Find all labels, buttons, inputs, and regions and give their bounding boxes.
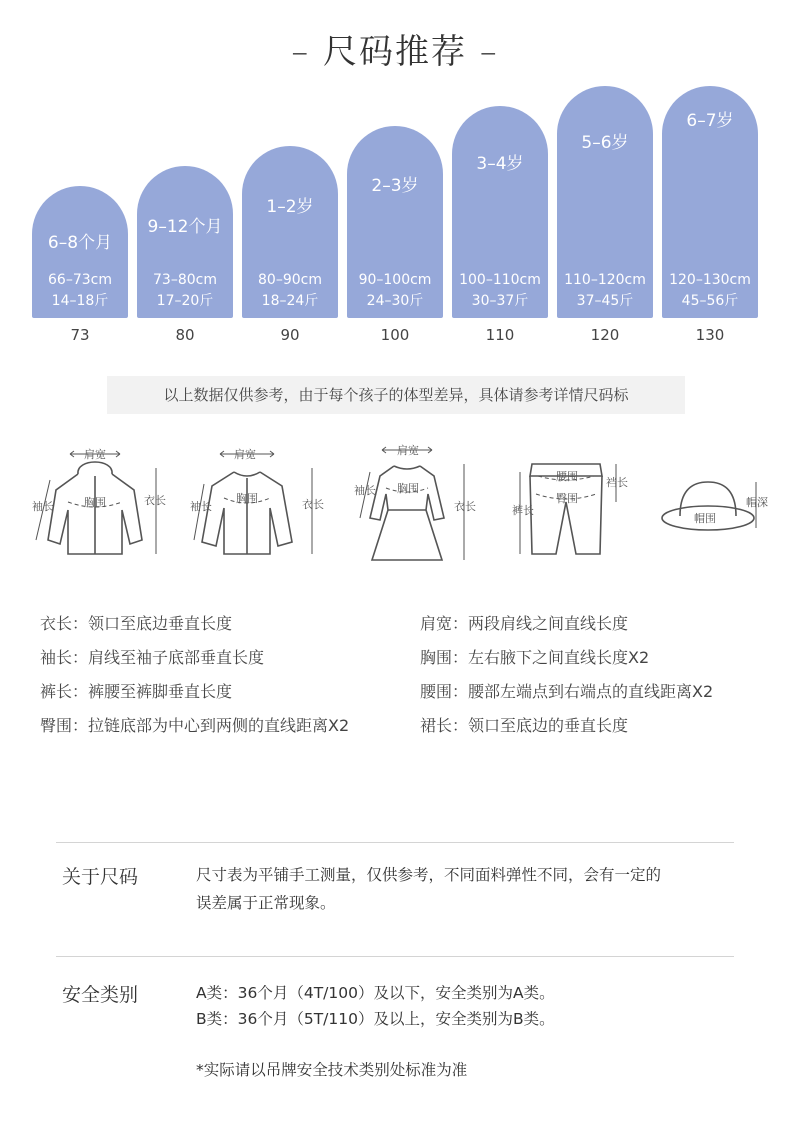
height-range: 90–100cm xyxy=(358,272,432,288)
height-range: 80–90cm xyxy=(258,272,322,288)
chest-label: 胸围 xyxy=(397,482,419,495)
chest-label: 胸围 xyxy=(236,492,258,505)
size-number: 100 xyxy=(380,326,410,344)
weight-range: 30–37斤 xyxy=(471,293,529,309)
size-column-110 xyxy=(452,80,548,350)
sleeve-label: 袖长 xyxy=(190,500,212,513)
chest-label: 胸围 xyxy=(84,496,106,509)
age-label: 2–3岁 xyxy=(371,176,419,196)
weight-range: 17–20斤 xyxy=(156,293,214,309)
length-label: 衣长 xyxy=(454,500,476,513)
cardigan-diagram xyxy=(190,436,330,566)
pants-length-label: 裤长 xyxy=(512,504,534,517)
definition-left-3: 裤长：裤腰至裤脚垂直长度 xyxy=(40,682,233,701)
age-label: 6–7岁 xyxy=(686,111,734,131)
shoulder-label: 肩宽 xyxy=(234,448,256,461)
hat-circumference-label: 帽围 xyxy=(694,512,716,525)
height-range: 100–110cm xyxy=(459,272,541,288)
size-column-90 xyxy=(242,80,338,350)
definition-left-1: 衣长：领口至底边垂直长度 xyxy=(40,614,233,633)
jacket-hood-diagram xyxy=(28,436,166,566)
footnote: *实际请以吊牌安全技术类别处标准为准 xyxy=(196,1061,468,1079)
age-label: 5–6岁 xyxy=(581,133,629,153)
age-label: 6–8个月 xyxy=(47,233,113,253)
definition-right-2: 胸围：左右腋下之间直线长度X2 xyxy=(420,648,650,667)
definition-right-3: 腰围：腰部左端点到右端点的直线距离X2 xyxy=(420,682,714,701)
age-label: 9–12个月 xyxy=(147,217,223,237)
safety-line-a: A类：36个月（4T/100）及以下，安全类别为A类。 xyxy=(196,984,555,1002)
about-size-title: 关于尺码 xyxy=(62,866,139,888)
weight-range: 24–30斤 xyxy=(366,293,424,309)
safety-title: 安全类别 xyxy=(62,984,139,1006)
age-label: 1–2岁 xyxy=(266,197,314,217)
sleeve-label: 袖长 xyxy=(354,484,376,497)
age-label: 3–4岁 xyxy=(476,154,524,174)
sleeve-label: 袖长 xyxy=(32,500,54,513)
shoulder-label: 肩宽 xyxy=(84,448,106,461)
definition-right-4: 裙长：领口至底边的垂直长度 xyxy=(420,716,629,735)
hip-label: 臀围 xyxy=(556,492,578,505)
weight-range: 45–56斤 xyxy=(681,293,739,309)
length-label: 衣长 xyxy=(144,494,166,507)
hat-depth-label: 帽深 xyxy=(746,496,768,509)
size-number: 120 xyxy=(590,326,620,344)
shoulder-label: 肩宽 xyxy=(397,444,419,457)
waist-label: 腰围 xyxy=(556,470,578,483)
size-column-80 xyxy=(137,80,233,350)
size-number: 110 xyxy=(485,326,515,344)
divider xyxy=(56,842,734,843)
page-title: – 尺码推荐 – xyxy=(291,32,499,72)
definition-left-4: 臀围：拉链底部为中心到两侧的直线距离X2 xyxy=(40,716,350,735)
weight-range: 14–18斤 xyxy=(51,293,109,309)
size-column-120 xyxy=(557,80,653,350)
weight-range: 18–24斤 xyxy=(261,293,319,309)
height-range: 73–80cm xyxy=(153,272,217,288)
rise-label: 裆长 xyxy=(606,476,628,489)
safety-line-b: B类：36个月（5T/110）及以上，安全类别为B类。 xyxy=(196,1010,555,1028)
size-disclaimer: 以上数据仅供参考，由于每个孩子的体型差异，具体请参考详情尺码标 xyxy=(107,376,685,414)
divider xyxy=(56,956,734,957)
definition-left-2: 袖长：肩线至袖子底部垂直长度 xyxy=(40,648,265,667)
definition-right-1: 肩宽：两段肩线之间直线长度 xyxy=(420,614,629,633)
size-number: 73 xyxy=(70,326,90,344)
height-range: 110–120cm xyxy=(564,272,646,288)
about-size-line-2: 误差属于正常现象。 xyxy=(196,894,336,912)
weight-range: 37–45斤 xyxy=(576,293,634,309)
height-range: 120–130cm xyxy=(669,272,751,288)
dress-diagram xyxy=(352,436,482,568)
pants-diagram xyxy=(510,436,630,566)
height-range: 66–73cm xyxy=(48,272,112,288)
hat-diagram xyxy=(656,436,766,566)
length-label: 衣长 xyxy=(302,498,324,511)
size-number: 130 xyxy=(695,326,725,344)
size-column-130 xyxy=(662,80,758,350)
about-size-line-1: 尺寸表为平铺手工测量，仅供参考，不同面料弹性不同，会有一定的 xyxy=(196,866,662,884)
size-column-100 xyxy=(347,80,443,350)
size-number: 80 xyxy=(175,326,195,344)
size-column-73 xyxy=(32,80,128,350)
size-number: 90 xyxy=(280,326,300,344)
